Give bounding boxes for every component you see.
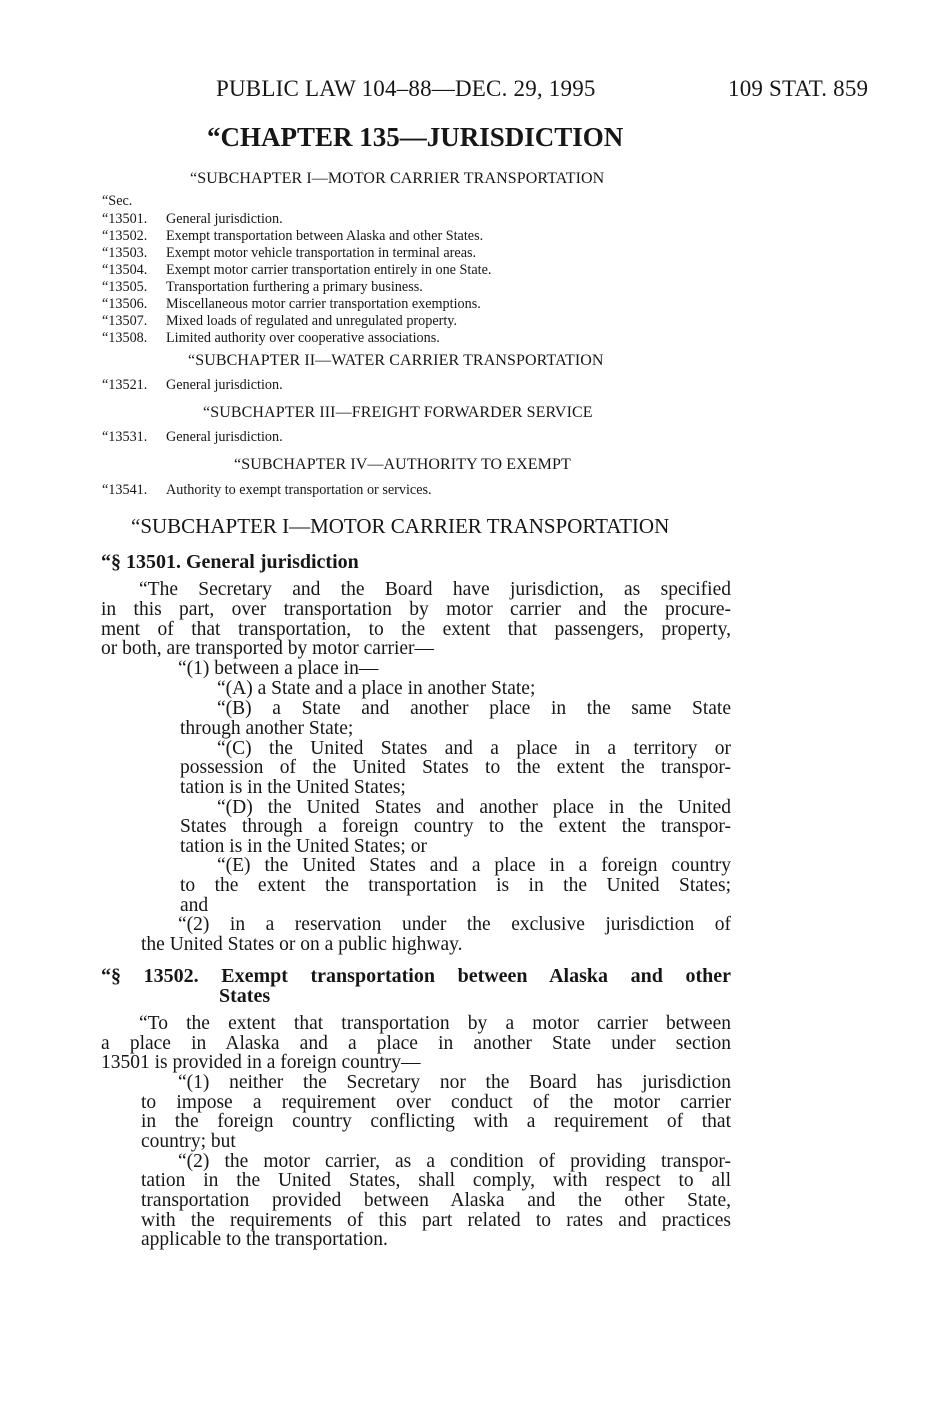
running-header-stat: 109 STAT. 859 [728, 76, 869, 101]
body-line: possession of the United States to the extent the transpor- [180, 757, 731, 778]
toc-subchapter-4-title: “SUBCHAPTER IV—AUTHORITY TO EXEMPT [234, 456, 571, 473]
toc-item: “13505. Transportation furthering a primary business. [102, 279, 423, 295]
body-line: “(C) the United States and a place in a territory or [217, 738, 731, 759]
body-line: the United States or on a public highway. [141, 934, 463, 955]
subchapter-heading: “SUBCHAPTER I—MOTOR CARRIER TRANSPORTATION [131, 514, 670, 538]
body-line: States through a foreign country to the extent the transpor- [180, 816, 731, 837]
toc-item: “13508. Limited authority over cooperative associations. [102, 330, 440, 346]
body-line: through another State; [180, 718, 354, 739]
body-line: “(2) the motor carrier, as a condition of providing transpor- [178, 1151, 731, 1172]
body-line: with the requirements of this part related to rates and practices [141, 1210, 731, 1231]
body-line: “(1) neither the Secretary nor the Board has jurisdiction [178, 1072, 731, 1093]
body-line: applicable to the transportation. [141, 1229, 388, 1250]
body-line: 13501 is provided in a foreign country— [101, 1052, 421, 1073]
body-line: to impose a requirement over conduct of the motor carrier [141, 1092, 731, 1113]
body-line: “To the extent that transportation by a motor carrier between [139, 1013, 731, 1034]
toc-item: “13521. General jurisdiction. [102, 377, 283, 393]
body-line: tation in the United States, shall comply, with respect to all [141, 1170, 731, 1191]
body-line: “(D) the United States and another place in the United [217, 797, 731, 818]
body-line: “(1) between a place in— [178, 658, 379, 679]
body-line: or both, are transported by motor carrier— [101, 638, 435, 659]
section-13502-heading-cont: States [219, 985, 271, 1007]
toc-subchapter-3-title: “SUBCHAPTER III—FREIGHT FORWARDER SERVICE [203, 404, 593, 421]
chapter-title: “CHAPTER 135—JURISDICTION [207, 122, 624, 152]
body-line: tation is in the United States; [180, 777, 406, 798]
body-line: in the foreign country conflicting with a requirement of that [141, 1111, 731, 1132]
toc-item: “13541. Authority to exempt transportation or services. [102, 482, 432, 498]
body-line: “(B) a State and another place in the same State [217, 698, 731, 719]
body-line: “The Secretary and the Board have jurisdiction, as specified [139, 579, 731, 600]
section-13502-heading: “§ 13502. Exempt transportation between Alaska and other [101, 965, 731, 987]
toc-item: “13507. Mixed loads of regulated and unregulated property. [102, 313, 458, 329]
toc-sec-label: “Sec. [102, 193, 133, 209]
toc-item: “13501. General jurisdiction. [102, 211, 283, 227]
toc-item: “13502. Exempt transportation between Alaska and other States. [102, 228, 484, 244]
body-line: in this part, over transportation by motor carrier and the procure- [101, 599, 731, 620]
toc-item: “13503. Exempt motor vehicle transportation in terminal areas. [102, 245, 477, 261]
body-line: ment of that transportation, to the extent that passengers, property, [101, 619, 731, 640]
toc-item: “13531. General jurisdiction. [102, 429, 283, 445]
body-line: tation is in the United States; or [180, 836, 427, 857]
body-line: “(E) the United States and a place in a foreign country [217, 855, 731, 876]
body-line: a place in Alaska and a place in another State under section [101, 1033, 731, 1054]
body-line: transportation provided between Alaska and the other State, [141, 1190, 731, 1211]
body-line: and [180, 895, 209, 916]
body-line: country; but [141, 1131, 236, 1152]
running-header-law: PUBLIC LAW 104–88—DEC. 29, 1995 [216, 76, 596, 101]
toc-subchapter-2-title: “SUBCHAPTER II—WATER CARRIER TRANSPORTATION [188, 352, 604, 369]
toc-subchapter-1-title: “SUBCHAPTER I—MOTOR CARRIER TRANSPORTATION [190, 170, 605, 187]
body-line: to the extent the transportation is in the United States; [180, 875, 731, 896]
body-line: “(2) in a reservation under the exclusive jurisdiction of [178, 914, 731, 935]
toc-item: “13504. Exempt motor carrier transportation entirely in one State. [102, 262, 492, 278]
body-line: “(A) a State and a place in another State; [217, 678, 536, 699]
section-13501-heading: “§ 13501. General jurisdiction [101, 551, 359, 573]
toc-item: “13506. Miscellaneous motor carrier transportation exemptions. [102, 296, 481, 312]
